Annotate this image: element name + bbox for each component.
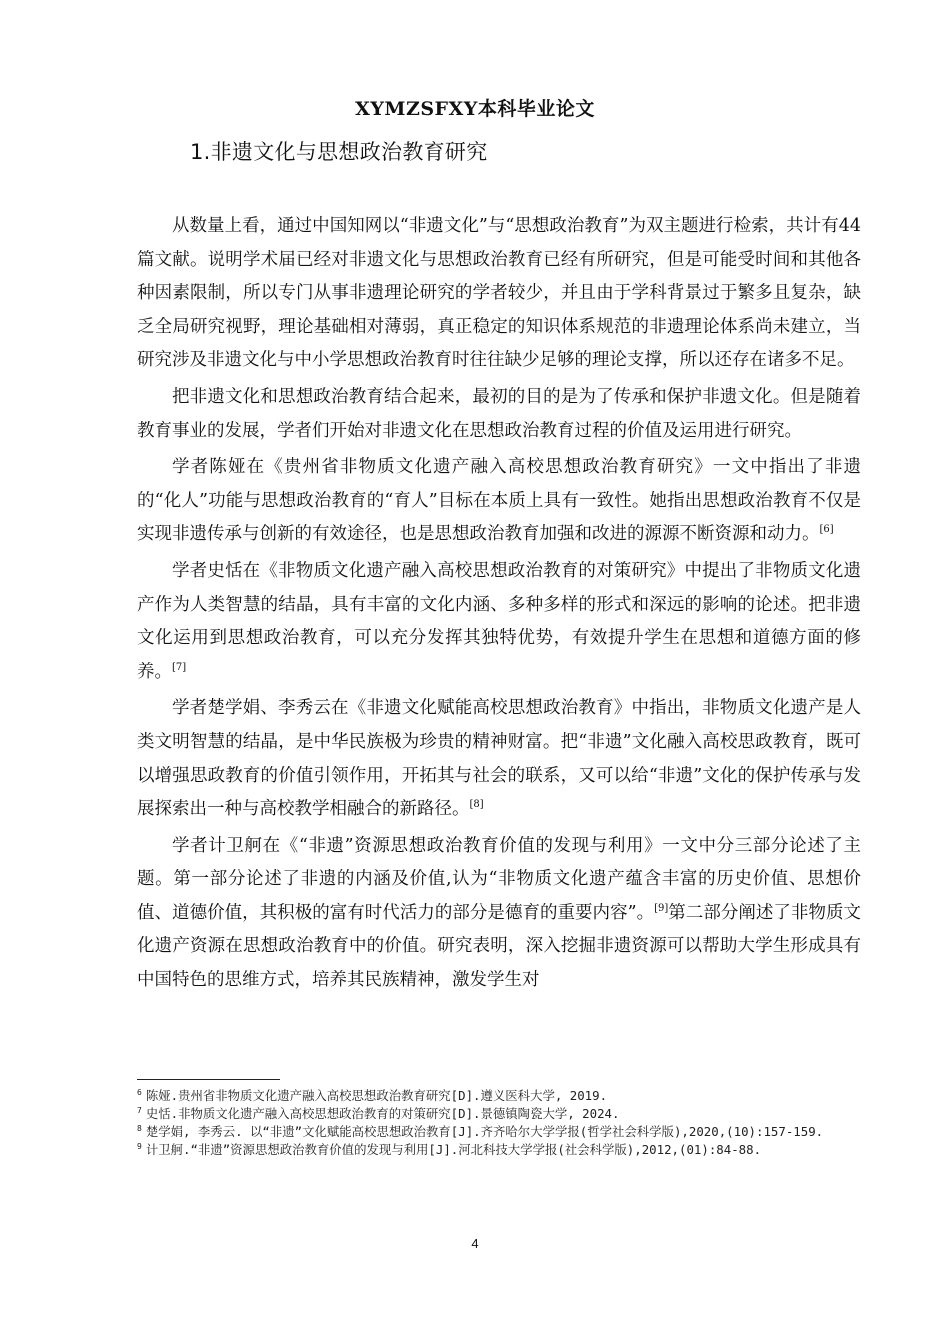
paragraph-4: 学者史恬在《非物质文化遗产融入高校思想政治教育的对策研究》中提出了非物质文化遗产作为人类智慧的结晶，具有丰富的文化内涵、多种多样的形式和深远的影响的论述。把非遗文化运用到思想政治教育，可以充分发挥其独特优势，有效提升学生在思想和道德方面的修养。[7] bbox=[137, 560, 861, 682]
paragraph-3: 学者陈娅在《贵州省非物质文化遗产融入高校思想政治教育研究》一文中指出了非遗的“化人”功能与思想政治教育的“育人”目标在本质上具有一致性。她指出思想政治教育不仅是实现非遗传承与创新的有效途径，也是思想政治教育加强和改进的源源不断资源和动力。[6] bbox=[137, 457, 861, 545]
paragraph-5: 学者楚学娟、李秀云在《非遗文化赋能高校思想政治教育》中指出，非物质文化遗产是人类文明智慧的结晶，是中华民族极为珍贵的精神财富。把“非遗”文化融入高校思政教育，既可以增强思政教育的价值引领作用，开拓其与社会的联系，又可以给“非遗”文化的保护传承与发展探索出一种与高校教学相融合的新路径。[8] bbox=[137, 698, 861, 820]
footnote-mark: 6 bbox=[137, 1087, 142, 1097]
section-title: 1.非遗文化与思想政治教育研究 bbox=[190, 140, 488, 164]
body-text bbox=[137, 210, 861, 1001]
running-header: XYMZSFXY本科毕业论文 bbox=[355, 98, 595, 120]
citation-ref: [7] bbox=[172, 661, 187, 673]
citation-ref: [8] bbox=[469, 799, 484, 811]
page-number: 4 bbox=[471, 1236, 479, 1251]
paragraph-1: 从数量上看，通过中国知网以“非遗文化”与“思想政治教育”为双主题进行检索，共计有44篇文献。说明学术届已经对非遗文化与思想政治教育已经有所研究，但是可能受时间和其他各种因素限制，所以专门从事非遗理论研究的学者较少，并且由于学科背景过于繁多且复杂，缺乏全局研究视野，理论基础相对薄弱，真正稳定的知识体系规范的非遗理论体系尚未建立，当研究涉及非遗文化与中小学思想政治教育时往往缺少足够的理论支撑，所以还存在诸多不足。 bbox=[137, 216, 861, 371]
footnote-divider bbox=[137, 1079, 280, 1080]
footnotes bbox=[137, 1087, 861, 1159]
footnote-item: $^6$ 陈娅.贵州省非物质文化遗产融入高校思想政治教育研究[D].遵义医科大学, 2019. bbox=[137, 1087, 608, 1103]
footnote-item: $^8$ 楚学娟, 李秀云. 以“非遗”文化赋能高校思想政治教育[J].齐齐哈尔大学学报(哲学社会科学版),2020,(10):157-159. bbox=[137, 1123, 824, 1139]
footnote-item: $^9$ 计卫舸.“非遗”资源思想政治教育价值的发现与利用[J].河北科技大学学报(社会科学版),2012,(01):84-88. bbox=[137, 1141, 762, 1157]
footnote-mark: 9 bbox=[137, 1141, 142, 1151]
paragraph-6: 学者计卫舸在《“非遗”资源思想政治教育价值的发现与利用》一文中分三部分论述了主题。第一部分论述了非遗的内涵及价值,认为“非物质文化遗产蕴含丰富的历史价值、思想价值、道德价值，其积极的富有时代活力的部分是德育的重要内容”。[9]第二部分阐述了非物质文化遗产资源在思想政治教育中的价值。研究表明，深入挖掘非遗资源可以帮助大学生形成具有中国特色的思维方式，培养其民族精神，激发学生对 bbox=[137, 835, 861, 991]
footnote-item: $^7$ 史恬.非物质文化遗产融入高校思想政治教育的对策研究[D].景德镇陶瓷大学, 2024. bbox=[137, 1105, 620, 1121]
footnote-mark: 8 bbox=[137, 1123, 142, 1133]
citation-ref: [6] bbox=[819, 524, 834, 536]
footnote-mark: 7 bbox=[137, 1105, 142, 1115]
paragraph-2: 把非遗文化和思想政治教育结合起来，最初的目的是为了传承和保护非遗文化。但是随着教育事业的发展，学者们开始对非遗文化在思想政治教育过程的价值及运用进行研究。 bbox=[137, 386, 861, 441]
citation-ref: [9] bbox=[654, 903, 669, 915]
